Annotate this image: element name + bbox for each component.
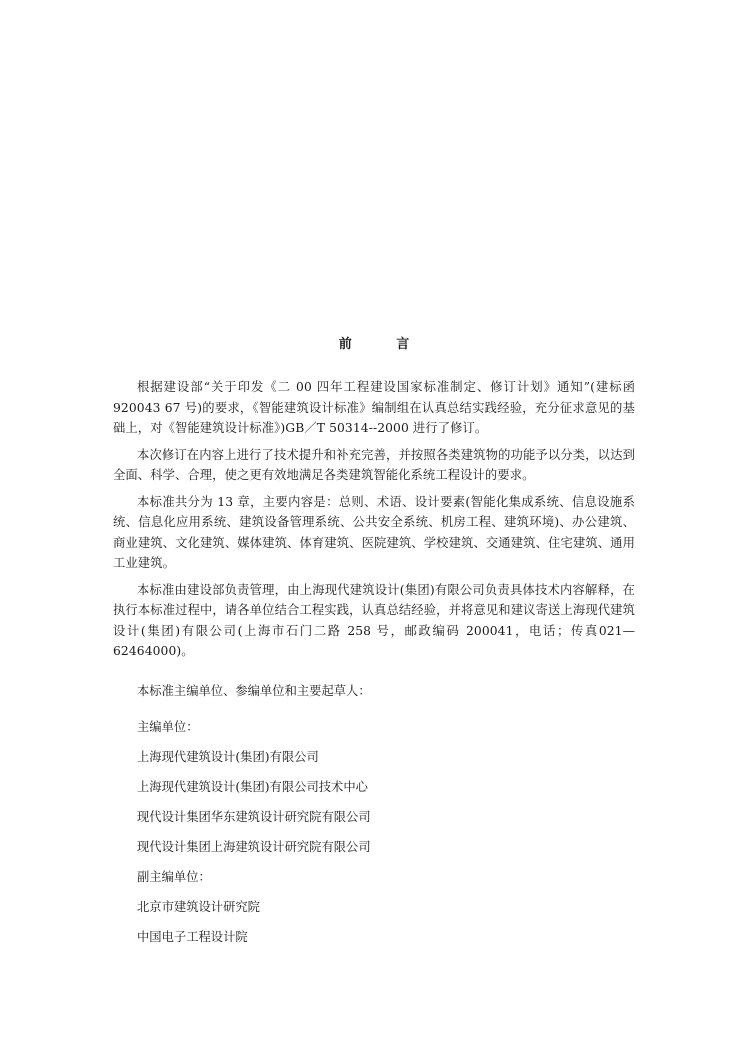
preface-paragraph-3: 本标准共分为 13 章，主要内容是：总则、术语、设计要素(智能化集成系统、信息设施系统、信息化应用系统、建筑设备管理系统、公共安全系统、机房工程、建筑环境)、办公建筑、商业建筑、文化建筑、媒体建筑、体育建筑、医院建筑、学校建筑、交通建筑、住宅建筑、通用工业建筑。: [113, 494, 635, 570]
chief-editor-item: 现代设计集团华东建筑设计研究院有限公司: [137, 809, 371, 824]
chief-editor-item: 现代设计集团上海建筑设计研究院有限公司: [137, 839, 371, 854]
deputy-editor-item: 北京市建筑设计研究院: [137, 899, 260, 914]
preface-paragraph-2: 本次修订在内容上进行了技术提升和补充完善，并按照各类建筑物的功能予以分类，以达到全面、科学、合理，使之更有效地满足各类建筑智能化系统工程设计的要求。: [113, 447, 635, 482]
preface-title: 前 言: [338, 337, 430, 352]
preface-section: [113, 337, 635, 946]
preface-paragraph-1: 根据建设部“关于印发《二 00 四年工程建设国家标准制定、修订计划》通知”(建标函920043 67 号)的要求，《智能建筑设计标准》编制组在认真总结实践经验，充分征求意见的基础上，对《智能建筑设计标准》)GB／T 50314--2000 进行了修订。: [113, 380, 635, 435]
deputy-editor-item: 中国电子工程设计院: [137, 929, 248, 944]
deputy-editor-label: 副主编单位：: [137, 869, 211, 884]
chief-editor-item: 上海现代建筑设计(集团)有限公司技术中心: [137, 779, 368, 794]
editors-intro-line: 本标准主编单位、参编单位和主要起草人：: [137, 683, 371, 698]
chief-editor-item: 上海现代建筑设计(集团)有限公司: [137, 749, 319, 764]
chief-editor-label: 主编单位：: [137, 719, 199, 734]
preface-paragraph-4: 本标准由建设部负责管理，由上海现代建筑设计(集团)有限公司负责具体技术内容解释，在执行本标准过程中，请各单位结合工程实践，认真总结经验，并将意见和建议寄送上海现代建筑设计(集团)有限公司(上海市石门二路 258 号，邮政编码 200041，电话；传真021—62464000)。: [113, 582, 635, 658]
